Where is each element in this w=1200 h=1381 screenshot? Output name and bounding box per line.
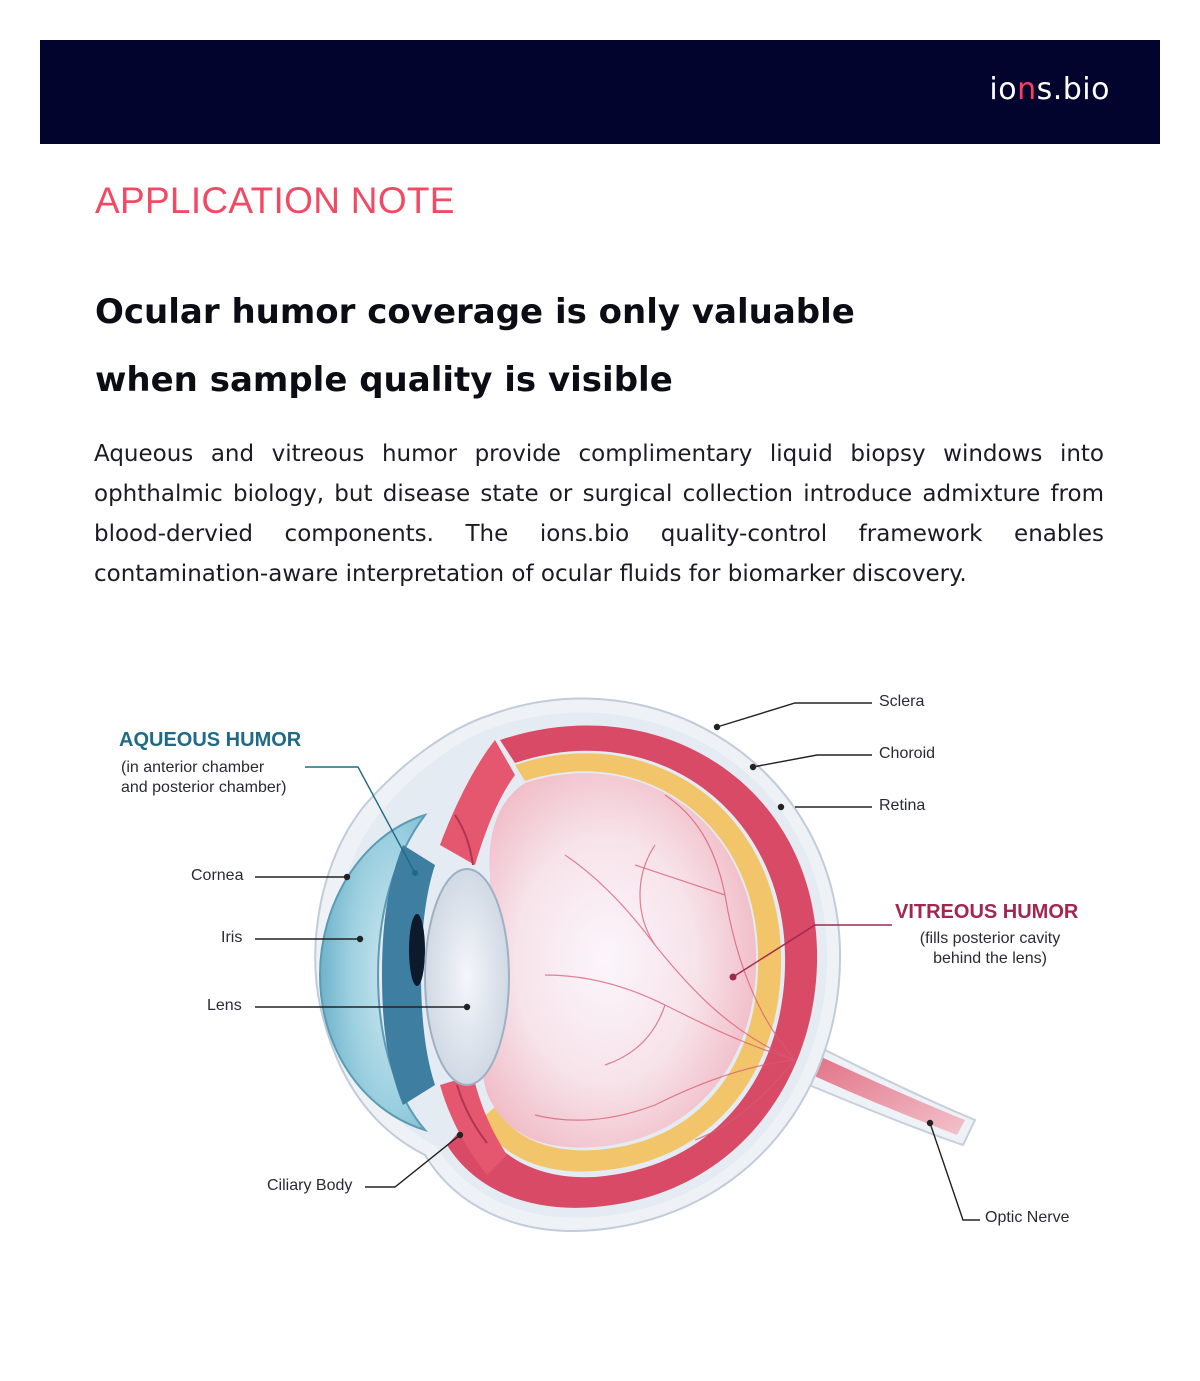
page-title [95,278,995,414]
aqueous-humor-caption [121,758,286,798]
title-line-1: Ocular humor coverage is only valuable [95,292,855,332]
label-sclera: Sclera [879,693,925,710]
label-optic-nerve: Optic Nerve [985,1209,1070,1226]
label-choroid: Choroid [879,745,936,762]
lens-shape [425,869,509,1085]
label-retina: Retina [879,797,926,814]
label-ciliary-body: Ciliary Body [267,1177,353,1194]
vitreous-humor-title: VITREOUS HUMOR [895,901,1079,923]
header-bar [40,40,1160,144]
logo-text-prefix: io [989,72,1018,107]
lead-paragraph: Aqueous and vitreous humor provide complimentary liquid biopsy windows into ophthalmic biology, but disease state or surgical collection introduce admixture from blood-dervied components. The ions.bio quality-control framework enables contamination-aware interpretation of ocular fluids for biomarker discovery. [94,441,1104,587]
vitreous-caption-line-2: behind the lens) [933,950,1047,967]
brand-logo[interactable] [989,72,1110,107]
eye-anatomy-figure [95,615,1105,1375]
aqueous-humor-title: AQUEOUS HUMOR [119,729,302,751]
logo-text-suffix: s.bio [1036,72,1110,107]
section-eyebrow: APPLICATION NOTE [95,180,455,221]
vitreous-caption-line-1: (fills posterior cavity [919,930,1061,947]
aqueous-caption-line-1: (in anterior chamber [121,759,265,776]
logo-text-accent: n [1017,72,1037,107]
vitreous-humor-caption [905,929,1075,969]
label-lens: Lens [207,997,242,1014]
title-line-2: when sample quality is visible [95,360,673,400]
aqueous-caption-line-2: and posterior chamber) [121,779,287,796]
label-cornea: Cornea [191,867,244,884]
label-iris: Iris [221,929,243,946]
